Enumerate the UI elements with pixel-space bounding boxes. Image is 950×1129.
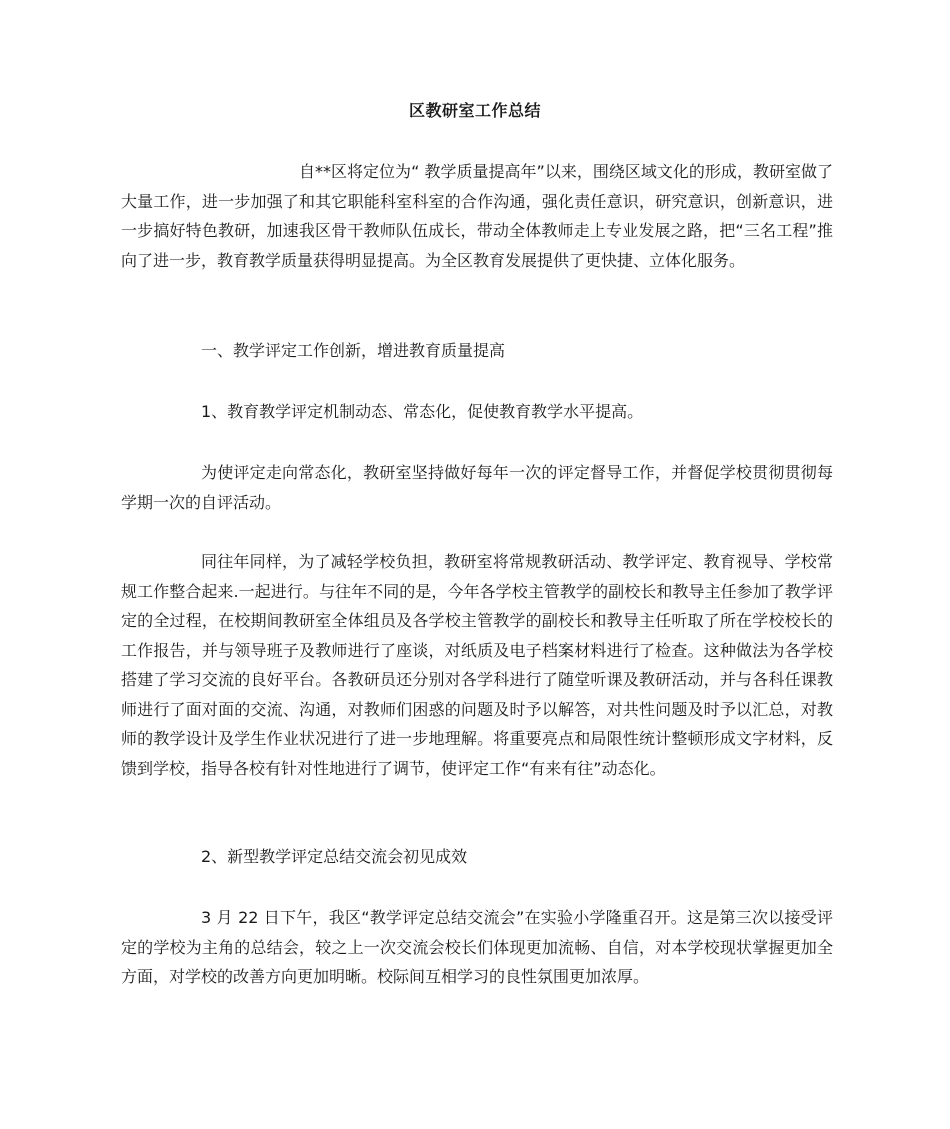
intro-paragraph: 自**区将定位为“ 教学质量提高年”以来，围绕区域文化的形成，教研室做了大量工作，进一步加强了和其它职能科室科室的合作沟通，强化责任意识，研究意识，创新意识，进一步搞好特色教研，加速我区骨干教师队伍成长，带动全体教师走上专业发展之路，把“三名工程”推向了进一步，教育教学质量获得明显提高。为全区教育发展提供了更快捷、立体化服务。 <box>121 162 833 270</box>
subsection-heading-2: 2、新型教学评定总结交流会初见成效 <box>201 847 468 866</box>
paragraph-3: 3 月 22 日下午，我区“教学评定总结交流会”在实验小学隆重召开。这是第三次以接受评定的学校为主角的总结会，较之上一次交流会校长们体现更加流畅、自信，对本学校现状掌握更加全方面，对学校的改善方向更加明晰。校际间互相学习的良性氛围更加浓厚。 <box>121 908 833 986</box>
paragraph-1: 为使评定走向常态化，教研室坚持做好每年一次的评定督导工作，并督促学校贯彻贯彻每学期一次的自评活动。 <box>121 463 833 512</box>
subsection-heading-1: 1、教育教学评定机制动态、常态化，促使教育教学水平提高。 <box>201 402 644 421</box>
paragraph-2: 同往年同样，为了减轻学校负担，教研室将常规教研活动、教学评定、教育视导、学校常规工作整合起来.一起进行。与往年不同的是，今年各学校主管教学的副校长和教导主任参加了教学评定的全过程，在校期间教研室全体组员及各学校主管教学的副校长和教导主任听取了所在学校校长的工作报告，并与领导班子及教师进行了座谈，对纸质及电子档案材料进行了检查。这种做法为各学校搭建了学习交流的良好平台。各教研员还分别对各学科进行了随堂听课及教研活动，并与各科任课教师进行了面对面的交流、沟通，对教师们困惑的问题及时予以解答，对共性问题及时予以汇总，对教师的教学设计及学生作业状况进行了进一步地理解。将重要亮点和局限性统计整顿形成文字材料，反馈到学校，指导各校有针对性地进行了调节，使评定工作“有来有往”动态化。 <box>121 552 833 778</box>
document-title: 区教研室工作总结 <box>408 101 541 120</box>
section-heading-1: 一、教学评定工作创新，增进教育质量提高 <box>201 341 506 360</box>
